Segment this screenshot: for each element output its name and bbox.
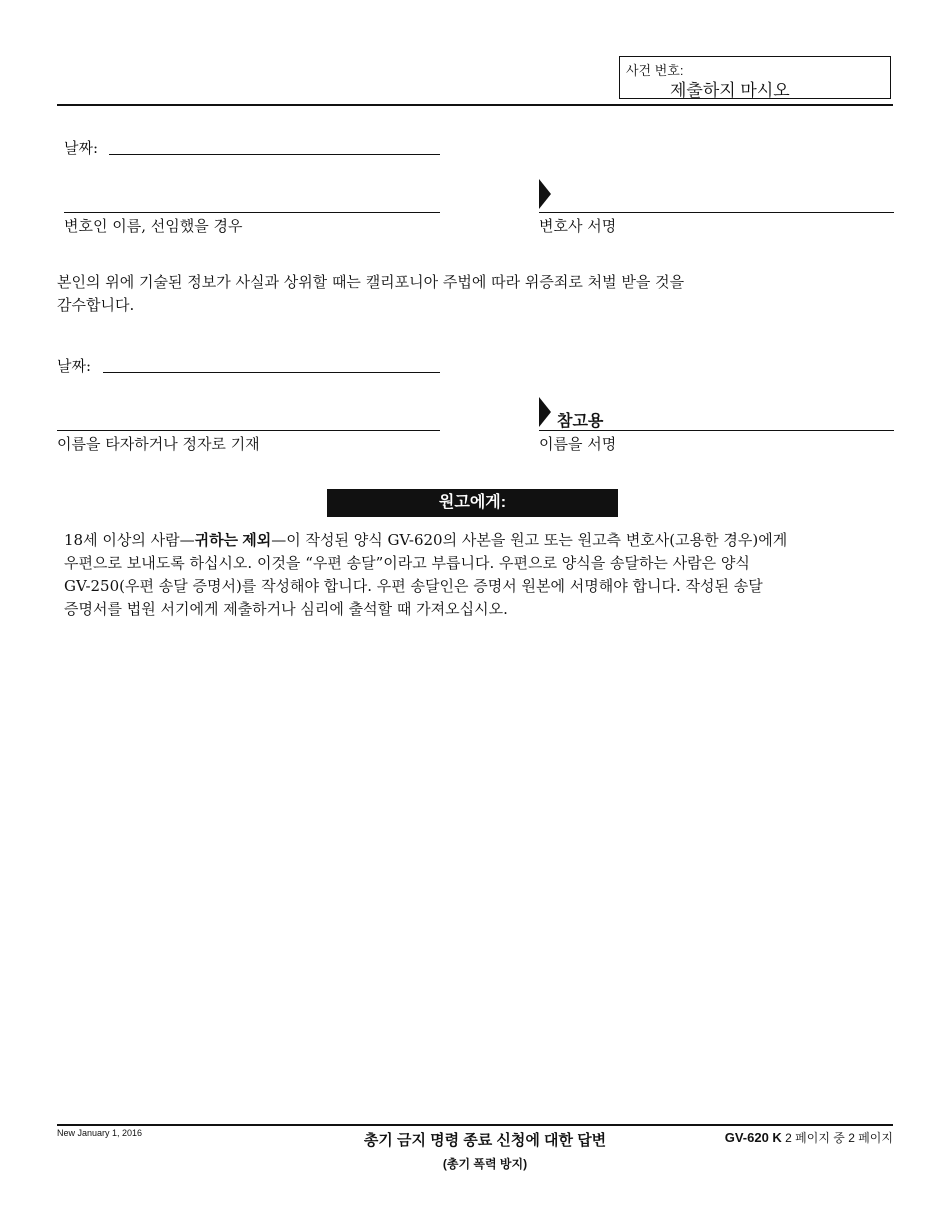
instructions-line1-suffix: —이 작성된 양식 GV-620의 사본을 원고 또는 원고측 변호사(고용한 경우)에게 [271,531,788,549]
respondent-signature-line [539,430,894,431]
attorney-signature-label: 변호사 서명 [539,217,617,235]
respondent-name-input[interactable] [57,393,440,429]
respondent-name-label: 이름을 타자하거나 정자로 기재 [57,435,260,453]
signature-arrow-icon [539,397,551,427]
instructions-line1 [64,529,914,552]
respondent-signature-label: 이름을 서명 [539,435,617,453]
signature-arrow-icon [539,179,551,209]
footer-title: 총기 금지 명령 종료 신청에 대한 답변 [363,1132,607,1149]
attorney-date-input[interactable] [112,135,437,155]
instructions-line1-bold: 귀하는 제외 [194,532,272,549]
footer-divider [57,1124,893,1126]
case-number-label: 사건 번호: [626,63,684,78]
perjury-text-line2: 감수합니다. [57,296,135,314]
attorney-date-label: 날짜: [64,139,99,157]
respondent-signature-value[interactable]: 참고용 [557,413,604,430]
instructions-line4: 증명서를 법원 서기에게 제출하거나 심리에 출석할 때 가져오십시오. [64,600,508,618]
respondent-name-line [57,430,440,431]
petitioner-instructions [64,529,914,621]
footer-page-info-block [725,1129,893,1146]
attorney-signature-input[interactable] [556,175,893,211]
respondent-date-input[interactable] [106,353,436,373]
attorney-name-label: 변호인 이름, 선임했을 경우 [64,217,243,235]
header-divider [57,104,893,106]
instructions-line1-prefix: 18세 이상의 사람— [64,531,195,549]
case-number-box [619,56,891,99]
respondent-date-label: 날짜: [57,357,92,375]
case-number-value: 제출하지 마시오 [670,81,790,100]
attorney-name-input[interactable] [64,175,440,211]
perjury-text-line1: 본인의 위에 기술된 정보가 사실과 상위할 때는 캘리포니아 주법에 따라 위증죄로 처벌 받을 것을 [57,273,685,291]
instructions-line2: 우편으로 보내도록 하십시오. 이것을 “우편 송달”이라고 부릅니다. 우편으로 양식을 송달하는 사람은 양식 [64,554,750,572]
perjury-declaration [57,271,917,317]
attorney-date-line [109,154,440,155]
respondent-date-line [103,372,440,373]
footer-revision: New January 1, 2016 [57,1128,143,1138]
attorney-signature-line [539,212,894,213]
footer-subtitle: (총기 폭력 방지) [442,1157,528,1171]
footer-form-id: GV-620 K [724,1130,782,1145]
petitioner-heading: 원고에게: [327,489,618,517]
instructions-line3: GV-250(우편 송달 증명서)를 작성해야 합니다. 우편 송달인은 증명서 원본에 서명해야 합니다. 작성된 송달 [64,577,763,595]
footer-page-info: 2 페이지 중 2 페이지 [785,1131,893,1145]
attorney-name-line [64,212,440,213]
